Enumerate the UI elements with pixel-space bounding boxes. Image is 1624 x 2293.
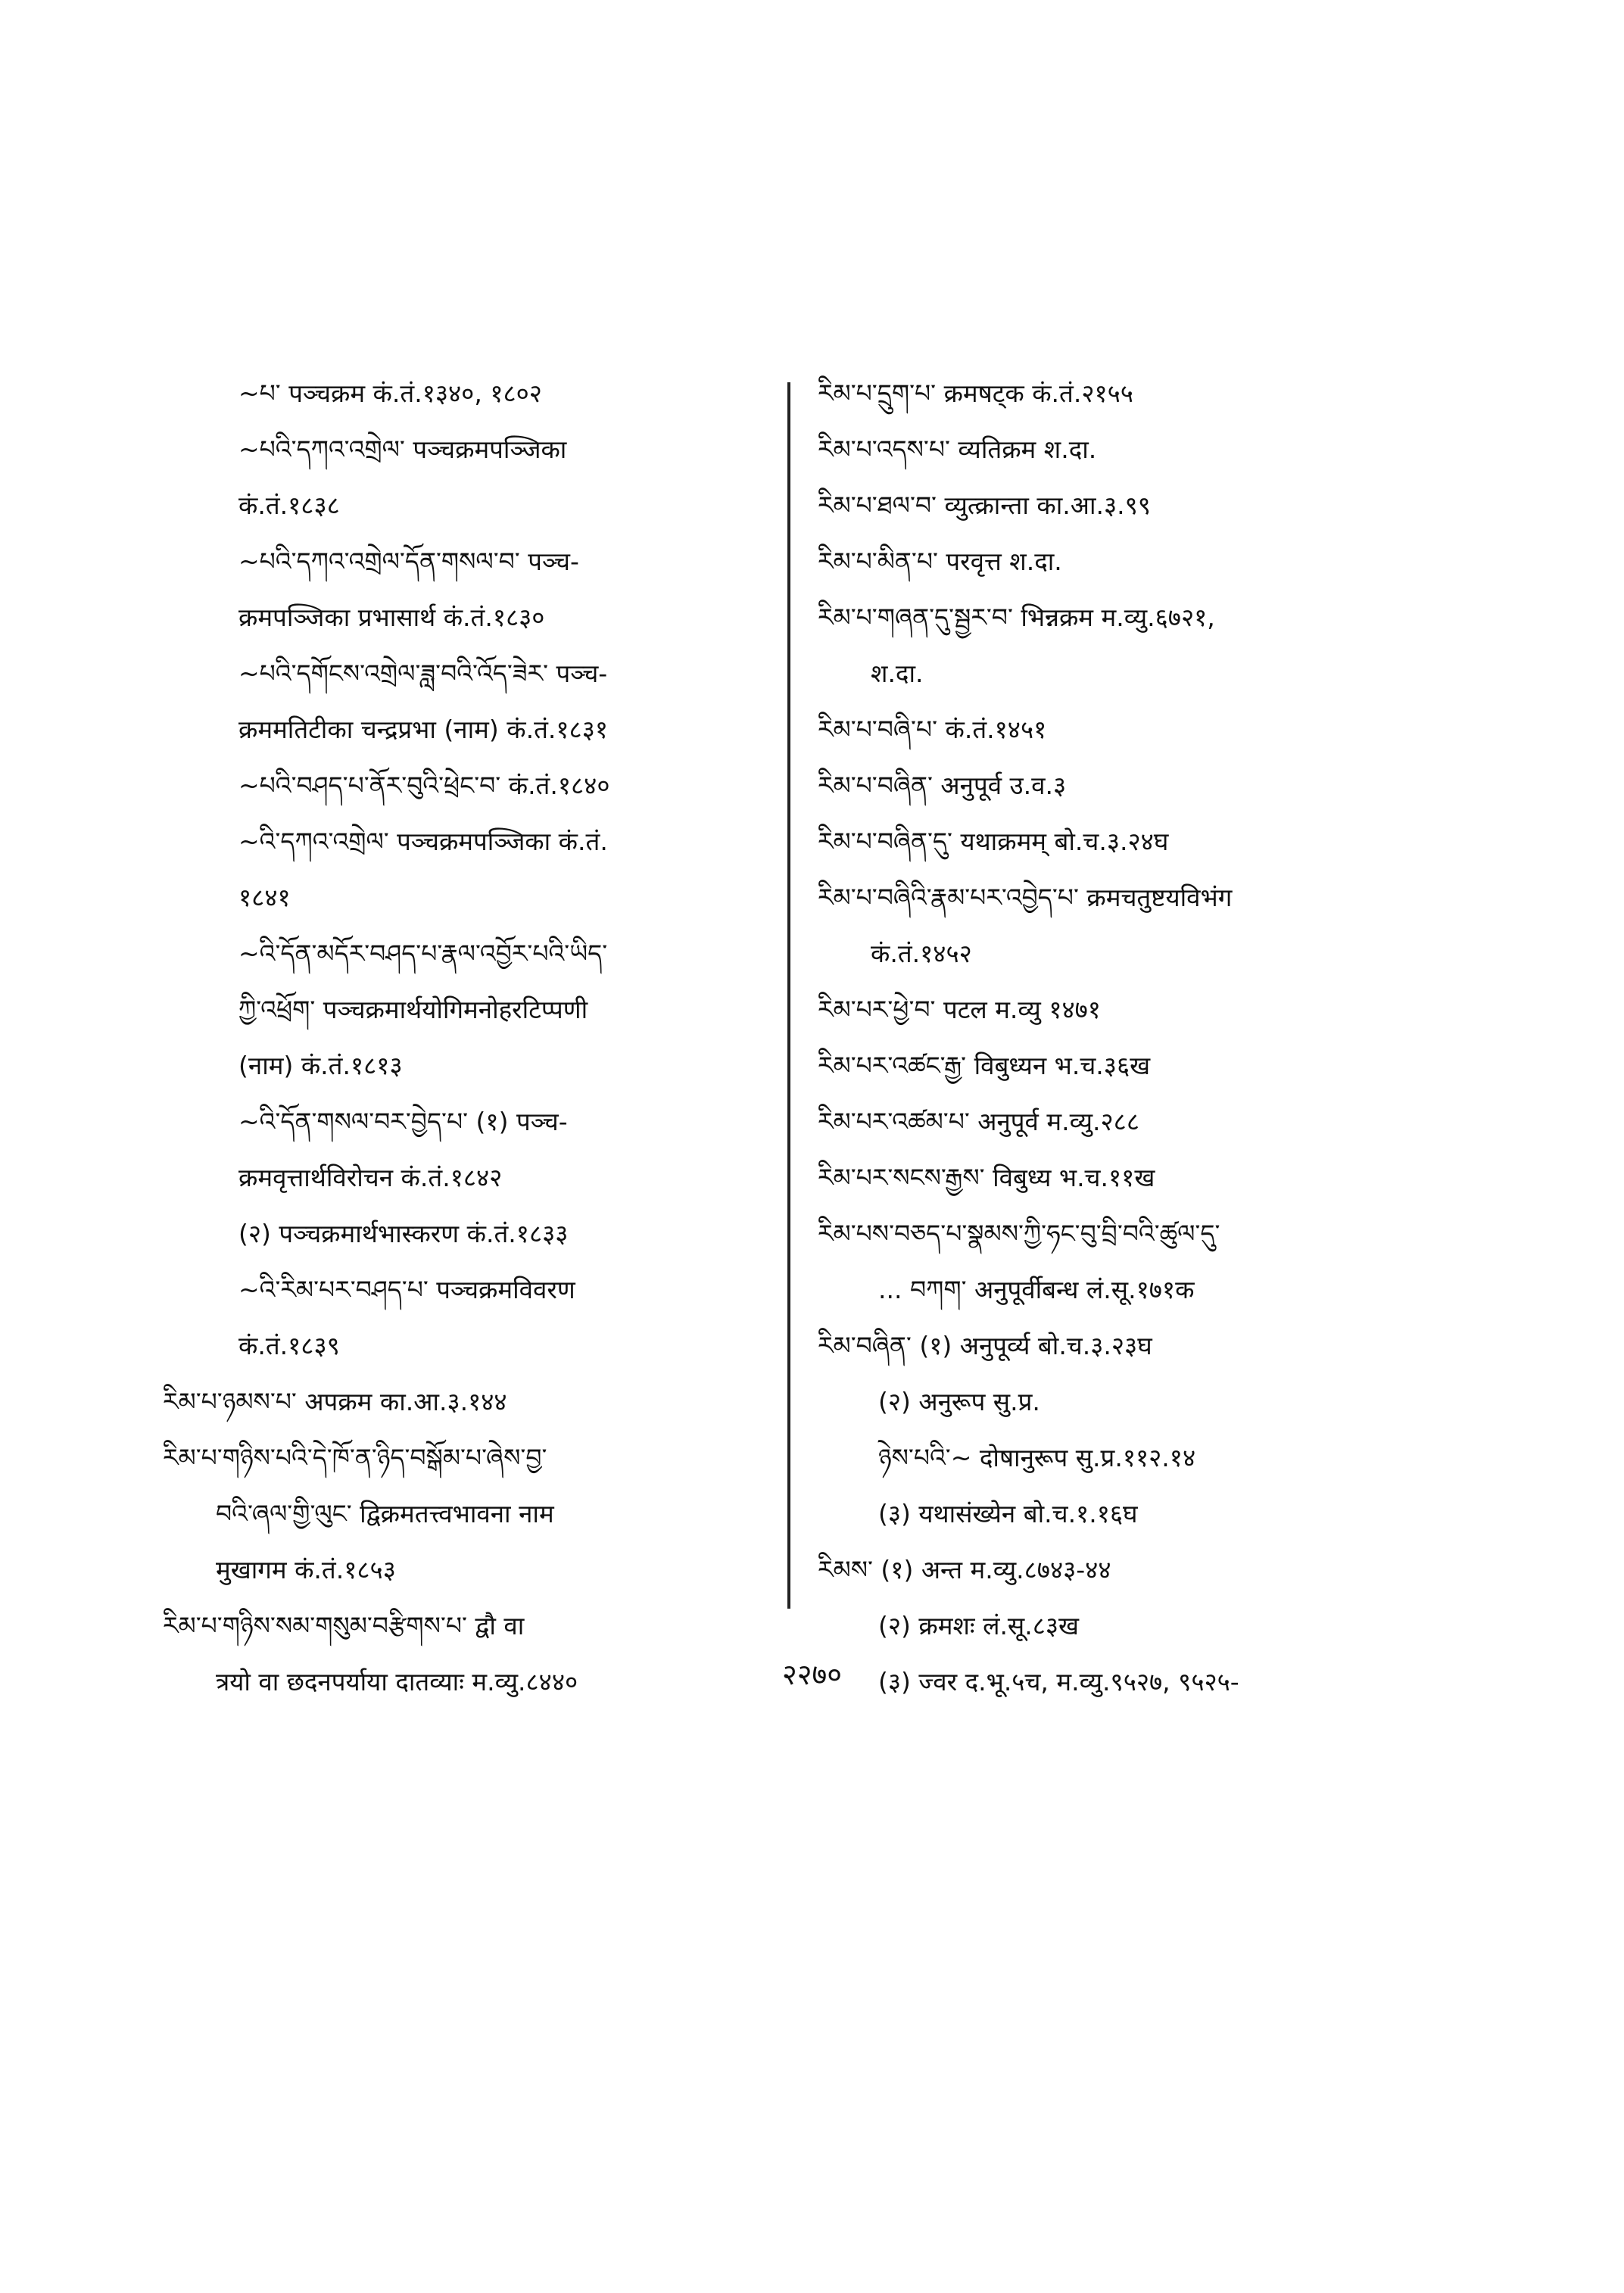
entry-line: त्रयो वा छदनपर्याया दातव्याः म.व्यु.८४४० bbox=[216, 1667, 578, 1696]
entry-line: ~འི་དཀའ་འགྲེལ་ पञ्चक्रमपञ्जिका कं.तं. bbox=[238, 827, 608, 856]
entry-headword-line: རིམ་པར་འཚང་རྒྱ་ विबुध्यन भ.च.३६ख bbox=[818, 1051, 1151, 1080]
entry-line: ~པའི་དཀའ་འགྲེལ་དོན་གསལ་བ་ पञ्च- bbox=[238, 547, 579, 576]
entry-headword-line: རིམ་པར་ཕྱེ་བ་ पटल म.व्यु १४७१ bbox=[818, 995, 1101, 1024]
entry-line: (३) ज्वर द.भू.५च, म.व्यु.९५२७, ९५२५- bbox=[878, 1667, 1239, 1696]
entry-line: ~པ་ पञ्चक्रम कं.तं.१३४०, १८०२ bbox=[238, 379, 542, 408]
entry-line: ~པའི་དཀའ་འགྲེལ་ पञ्चक्रमपञ्जिका bbox=[238, 435, 567, 464]
entry-headword-line: རིམ་པ་དྲུག་པ་ क्रमषट्क कं.तं.२१५५ bbox=[818, 379, 1133, 408]
entry-line: ~འི་དོན་མདོར་བཤད་པ་རྣལ་འབྱོར་པའི་ཡིད་ bbox=[238, 939, 608, 968]
entry-line: (२) क्रमशः लं.सू.८३ख bbox=[878, 1611, 1080, 1640]
entry-headword-line: རིམ་པ་འདས་པ་ व्यतिक्रम श.दा. bbox=[818, 435, 1097, 464]
entry-headword-line: རིམ་པ་གཞན་དུ་སྦྱར་བ་ भिन्नक्रम म.व्यु.६७२१, bbox=[818, 603, 1215, 632]
entry-headword-line: རིམ་པ་བཞིན་དུ་ यथाक्रमम् बो.च.३.२४घ bbox=[818, 827, 1169, 856]
entry-line: (२) अनुरूप सु.प्र. bbox=[878, 1387, 1040, 1416]
entry-headword-line: རིམས་ (१) अन्त म.व्यु.८७४३-४४ bbox=[818, 1555, 1111, 1584]
entry-line: क्रमपञ्जिका प्रभासार्थ कं.तं.१८३० bbox=[238, 603, 545, 632]
entry-headword-line: རིམ་པ་གཉིས་པའི་དེ་ཁོ་ན་ཉིད་བསྒོམ་པ་ཞེས་བྱ་ bbox=[163, 1443, 547, 1472]
page-number: २२७० bbox=[781, 1658, 843, 1691]
entry-line: (२) पञ्चक्रमार्थभास्करण कं.तं.१८३३ bbox=[238, 1219, 569, 1248]
entry-line: कं.तं.१८३८ bbox=[238, 491, 340, 520]
entry-line: ~པའི་དགོངས་འགྲེལ་ཟླ་བའི་འོད་ཟེར་ पञ्च- bbox=[238, 659, 608, 688]
entry-headword-line: རིམ་པ་གཉིས་སམ་གསུམ་བརྩིགས་པ་ द्वौ वा bbox=[163, 1611, 525, 1640]
entry-line: ~པའི་བཤད་པ་ནོར་བུའི་ཕྲེང་བ་ कं.तं.१८४० bbox=[238, 771, 610, 800]
entry-line: श.दा. bbox=[871, 659, 924, 688]
entry-line: मुखागम कं.तं.१८५३ bbox=[216, 1555, 396, 1584]
entry-line: ~འི་རིམ་པར་བཤད་པ་ पञ्चक्रमविवरण bbox=[238, 1275, 575, 1304]
entry-headword-line: རིམ་པ་ཐལ་བ་ व्युत्क्रान्ता का.आ.३.९९ bbox=[818, 491, 1151, 520]
entry-line: क्रमवृत्तार्थविरोचन कं.तं.१८४२ bbox=[238, 1163, 503, 1192]
entry-line: ~འི་དོན་གསལ་བར་བྱེད་པ་ (१) पञ्च- bbox=[238, 1107, 568, 1136]
entry-line: བའི་ཞལ་གྱི་ལུང་ द्विक्रमतत्त्वभावना नाम bbox=[216, 1499, 554, 1528]
entry-headword-line: རིམ་པས་བཅད་པ་སྣམས་ཀྱི་ཧང་བུ་བྲི་བའི་ཚུལ་དུ་ bbox=[818, 1219, 1220, 1248]
entry-headword-line: རིམ་པ་བཞིའི་རྣམ་པར་འབྱེད་པ་ क्रमचतुष्टयविभंग bbox=[818, 883, 1233, 912]
column-divider bbox=[787, 382, 790, 1609]
entry-line: (३) यथासंख्येन बो.च.१.१६घ bbox=[878, 1499, 1138, 1528]
entry-line: कं.तं.१८३९ bbox=[238, 1331, 340, 1360]
entry-line: क्रममतिटीका चन्द्रप्रभा (नाम) कं.तं.१८३१ bbox=[238, 715, 609, 744]
entry-line: ཉེས་པའི་~ दोषानुरूप सु.प्र.११२.१४ bbox=[878, 1443, 1196, 1472]
right-column bbox=[818, 379, 1446, 1723]
entry-line: ཀྱི་འཕྲོག་ पञ्चक्रमार्थयोगिमनोहरटिप्पणी bbox=[238, 995, 588, 1024]
left-column bbox=[163, 379, 768, 1723]
entry-headword-line: རིམ་པར་འཚམ་པ་ अनुपूर्व म.व्यु.२८८ bbox=[818, 1107, 1139, 1136]
entry-headword-line: རིམ་པར་སངས་རྒྱས་ विबुध्य भ.च.११ख bbox=[818, 1163, 1155, 1192]
entry-line: कं.तं.१४५२ bbox=[871, 939, 972, 968]
entry-line: १८४१ bbox=[238, 883, 291, 912]
entry-line: (नाम) कं.तं.१८१३ bbox=[238, 1051, 403, 1080]
entry-headword-line: རིམ་པ་མིན་པ་ परवृत्त श.दा. bbox=[818, 547, 1062, 576]
entry-headword-line: རིམ་པ་བཞི་པ་ कं.तं.१४५१ bbox=[818, 715, 1047, 744]
entry-headword-line: རིམ་པ་བཞིན་ अनुपूर्व उ.व.३ bbox=[818, 771, 1067, 800]
entry-line: ... བཀག་ अनुपूर्वीबन्ध लं.सू.१७१क bbox=[878, 1275, 1195, 1304]
entry-headword-line: རིམ་བཞིན་ (१) अनुपूर्व्य बो.च.३.२३घ bbox=[818, 1331, 1152, 1360]
entry-headword-line: རིམ་པ་ཉམས་པ་ अपक्रम का.आ.३.१४४ bbox=[163, 1387, 507, 1416]
